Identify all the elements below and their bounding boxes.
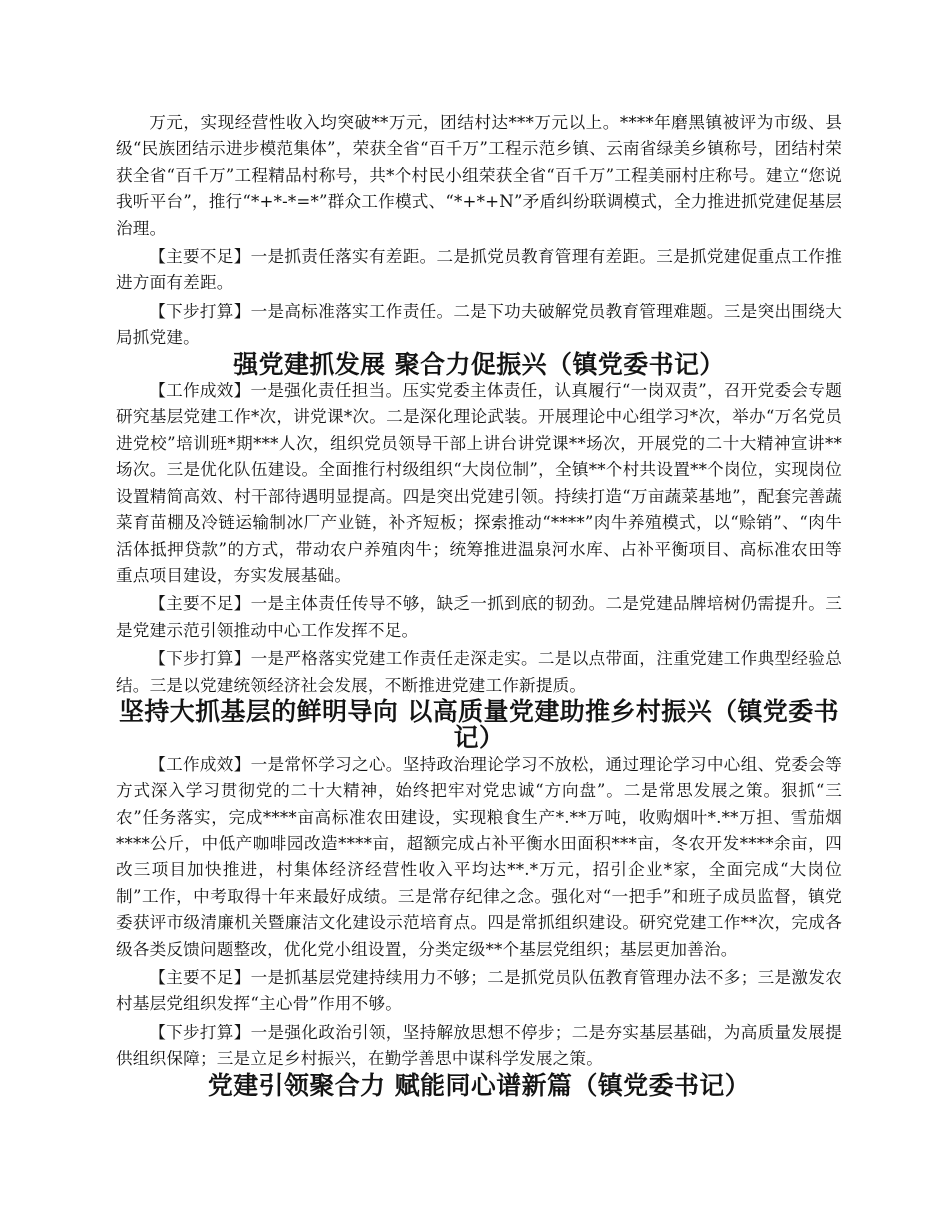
section3-title: 党建引领聚合力 赋能同心谱新篇（镇党委书记）: [207, 1070, 751, 1100]
section0-shortcomings: 【主要不足】一是抓责任落实有差距。二是抓党员教育管理有差距。三是抓党建促重点工作推进方面有差距。: [116, 247, 842, 293]
intro-paragraph: 万元，实现经营性收入均突破**万元，团结村达***万元以上。****年磨黑镇被评为市级、县级“民族团结示进步模范集体”，荣获全省“百千万”工程示范乡镇、云南省绿美乡镇称号，团结村荣获全省“百千万”工程精品村称号，共*个村民小组荣获全省“百千万”工程美丽村庄称号。建立“您说我听平台”，推行“*+*-*=*”群众工作模式、“*+*+N”矛盾纠纷联调模式，全力推进抓党建促基层治理。: [116, 113, 842, 238]
section2-plans: 【下步打算】一是强化政治引领，坚持解放思想不停步；二是夯实基层基础，为高质量发展提供组织保障；三是立足乡村振兴，在勤学善思中谋科学发展之策。: [116, 1022, 842, 1069]
section1-achievements: 【工作成效】一是强化责任担当。压实党委主体责任，认真履行“一岗双责”，召开党委会专题研究基层党建工作*次，讲党课*次。二是深化理论武装。开展理论中心组学习*次，举办“万名党员进党校”培训班*期***人次，组织党员领导干部上讲台讲党课**场次，开展党的二十大精神宣讲**场次。三是优化队伍建设。全面推行村级组织“大岗位制”，全镇**个村共设置**个岗位，实现岗位设置精简高效、村干部待遇明显提高。四是突出党建引领。持续打造“万亩蔬菜基地”，配套完善蔬菜育苗棚及冷链运输制冰厂产业链，补齐短板；探索推动“****”肉牛养殖模式，以“赊销”、“肉牛活体抵押贷款”的方式，带动农户养殖肉牛；统筹推进温泉河水库、占补平衡项目、高标准农田等重点项目建设，夯实发展基础。: [116, 381, 842, 585]
section2-title: 坚持大抓基层的鲜明导向 以高质量党建助推乡村振兴（镇党委书记）: [118, 696, 840, 753]
section1-title: 强党建抓发展 聚合力促振兴（镇党委书记）: [233, 349, 725, 379]
section1-plans: 【下步打算】一是严格落实党建工作责任走深走实。二是以点带面，注重党建工作典型经验总结。三是以党建统领经济社会发展，不断推进党建工作新提质。: [116, 649, 842, 695]
document-page: [116, 110, 842, 1099]
section0-plans: 【下步打算】一是高标准落实工作责任。二是下功夫破解党员教育管理难题。三是突出围绕大局抓党建。: [116, 301, 842, 348]
section2-shortcomings: 【主要不足】一是抓基层党建持续用力不够；二是抓党员队伍教育管理办法不多；三是激发农村基层党组织发挥“主心骨”作用不够。: [116, 968, 842, 1014]
section2-achievements: 【工作成效】一是常怀学习之心。坚持政治理论学习不放松，通过理论学习中心组、党委会等方式深入学习贯彻党的二十大精神，始终把牢对党忠诚“方向盘”。二是常思发展之策。狠抓“三农”任务落实，完成****亩高标准农田建设，实现粮食生产*.**万吨，收购烟叶*.**万担、雪茄烟****公斤，中低产咖啡园改造****亩，超额完成占补平衡水田面积***亩，冬农开发****余亩，四改三项目加快推进，村集体经济经营性收入平均达**.*万元，招引企业*家，全面完成“大岗位制”工作，中考取得十年来最好成绩。三是常存纪律之念。强化对“一把手”和班子成员监督，镇党委获评市级清廉机关暨廉洁文化建设示范培育点。四是常抓组织建设。研究党建工作**次，完成各级各类反馈问题整改，优化党小组设置，分类定级**个基层党组织；基层更加善治。: [116, 754, 842, 959]
section1-shortcomings: 【主要不足】一是主体责任传导不够，缺乏一抓到底的韧劲。二是党建品牌培树仍需提升。三是党建示范引领推动中心工作发挥不足。: [116, 594, 842, 640]
